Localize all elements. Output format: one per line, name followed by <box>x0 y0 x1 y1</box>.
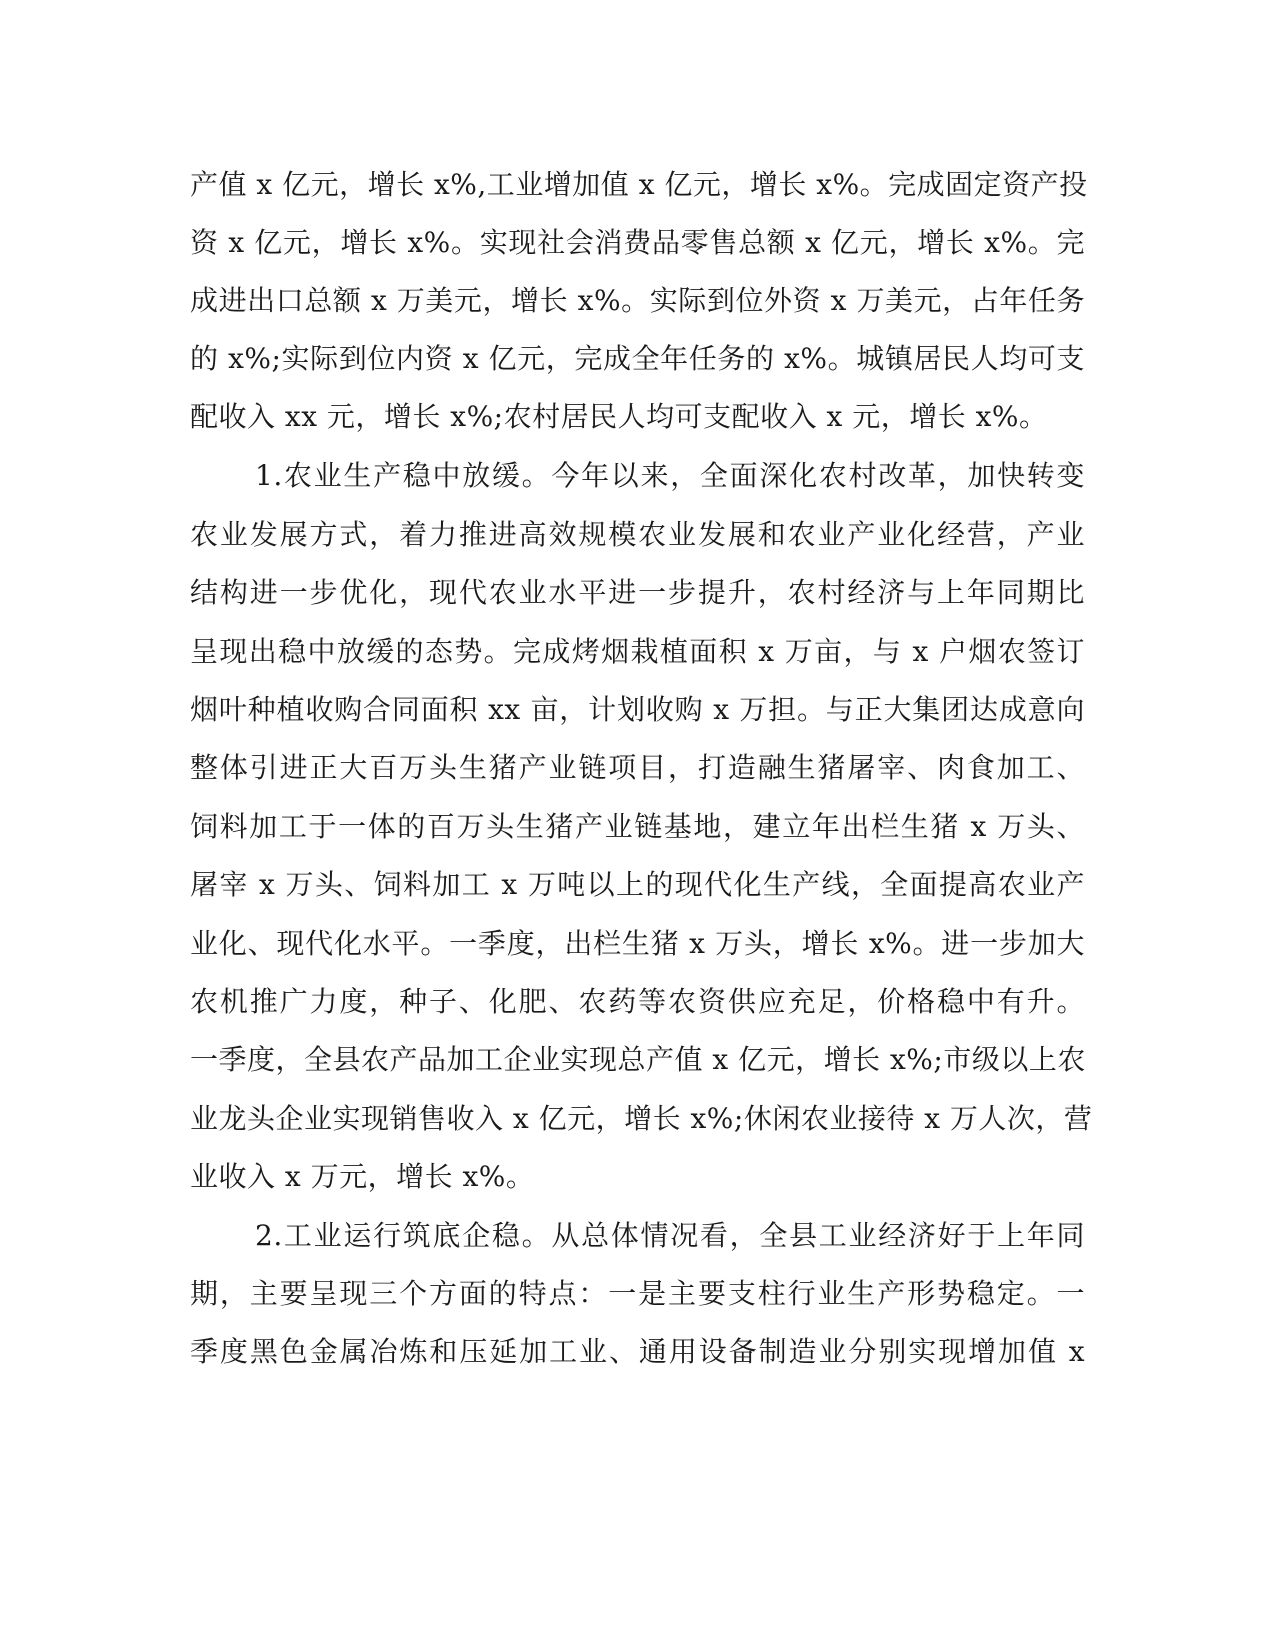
text-line: 业化、现代化水平。一季度，出栏生猪 x 万头，增长 x%。进一步加大 <box>190 927 1085 960</box>
text-line: 饲料加工于一体的百万头生猪产业链基地，建立年出栏生猪 x 万头、 <box>190 810 1085 843</box>
text-line: 成进出口总额 x 万美元，增长 x%。实际到位外资 x 万美元，占年任务 <box>190 284 1085 317</box>
paragraph-heading-agriculture: 1.农业生产稳中放缓。今年以来，全面深化农村改革，加快转变 <box>255 459 1085 492</box>
text-line: 业收入 x 万元，增长 x%。 <box>190 1160 535 1193</box>
text-line: 结构进一步优化，现代农业水平进一步提升，农村经济与上年同期比 <box>190 576 1085 609</box>
text-line: 屠宰 x 万头、饲料加工 x 万吨以上的现代化生产线，全面提高农业产 <box>190 868 1085 901</box>
text-line: 季度黑色金属冶炼和压延加工业、通用设备制造业分别实现增加值 x <box>190 1335 1085 1368</box>
text-line: 农机推广力度，种子、化肥、农药等农资供应充足，价格稳中有升。 <box>190 985 1085 1018</box>
text-line: 呈现出稳中放缓的态势。完成烤烟栽植面积 x 万亩，与 x 户烟农签订 <box>190 635 1085 668</box>
text-line: 整体引进正大百万头生猪产业链项目，打造融生猪屠宰、肉食加工、 <box>190 751 1085 784</box>
text-line: 农业发展方式，着力推进高效规模农业发展和农业产业化经营，产业 <box>190 518 1085 551</box>
text-line: 产值 x 亿元，增长 x%,工业增加值 x 亿元，增长 x%。完成固定资产投 <box>190 168 1088 201</box>
text-line: 一季度，全县农产品加工企业实现总产值 x 亿元，增长 x%;市级以上农 <box>190 1043 1086 1076</box>
text-line: 资 x 亿元，增长 x%。实现社会消费品零售总额 x 亿元，增长 x%。完 <box>190 226 1085 259</box>
text-line: 配收入 xx 元，增长 x%;农村居民人均可支配收入 x 元，增长 x%。 <box>190 400 1048 433</box>
text-line: 期，主要呈现三个方面的特点：一是主要支柱行业生产形势稳定。一 <box>190 1277 1085 1310</box>
text-line: 烟叶种植收购合同面积 xx 亩，计划收购 x 万担。与正大集团达成意向 <box>190 693 1085 726</box>
text-line: 业龙头企业实现销售收入 x 亿元，增长 x%;休闲农业接待 x 万人次，营 <box>190 1102 1093 1135</box>
text-line: 的 x%;实际到位内资 x 亿元，完成全年任务的 x%。城镇居民人均可支 <box>190 342 1085 375</box>
paragraph-heading-industry: 2.工业运行筑底企稳。从总体情况看，全县工业经济好于上年同 <box>255 1219 1085 1252</box>
